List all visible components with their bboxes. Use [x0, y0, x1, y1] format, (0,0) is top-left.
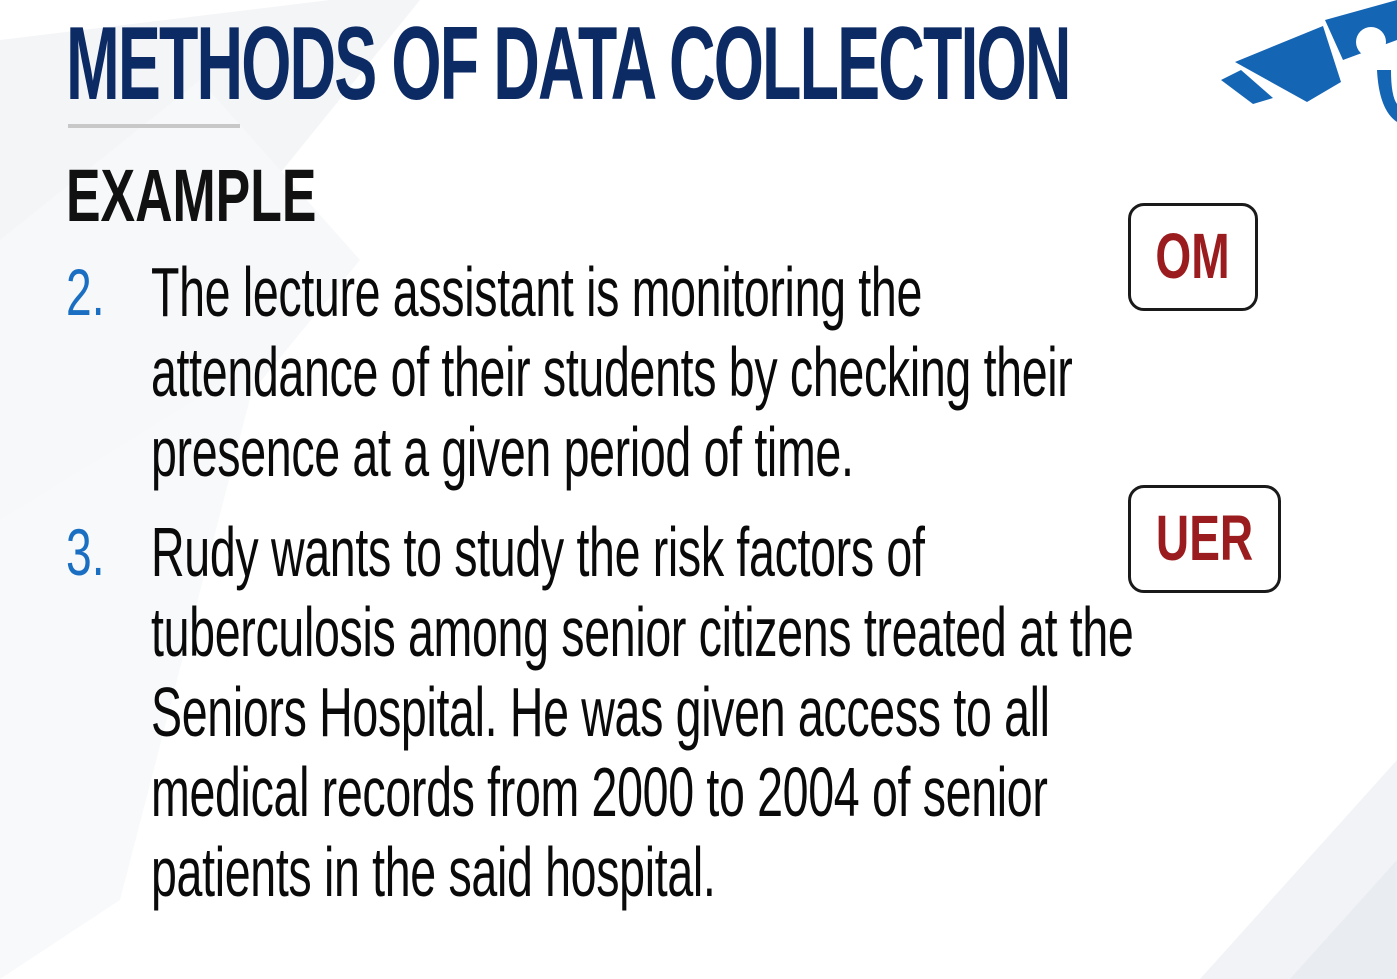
slide-title: METHODS OF DATA COLLECTION — [66, 6, 1070, 122]
section-subtitle: EXAMPLE — [66, 154, 317, 237]
tag-label: UER — [1155, 502, 1254, 574]
item-text-line: medical records from 2000 to 2004 of senior — [151, 753, 1048, 831]
item-text-line: patients in the said hospital. — [151, 833, 716, 911]
item-text-line: attendance of their students by checking their — [151, 333, 1073, 411]
item-text-line: The lecture assistant is monitoring the — [151, 253, 923, 331]
title-underline — [68, 124, 240, 128]
method-tag-uer — [1128, 485, 1281, 593]
tag-label: OM — [1155, 220, 1231, 292]
blue-corner-logo-icon — [1215, 0, 1397, 130]
item-text-line: tuberculosis among senior citizens treated at the — [151, 593, 1134, 671]
item-text-line: presence at a given period of time. — [151, 413, 854, 491]
item-number: 2. — [66, 255, 105, 329]
item-number: 3. — [66, 515, 105, 589]
method-tag-om — [1128, 203, 1258, 311]
item-text-line: Rudy wants to study the risk factors of — [151, 513, 925, 591]
item-text-line: Seniors Hospital. He was given access to all — [151, 673, 1050, 751]
